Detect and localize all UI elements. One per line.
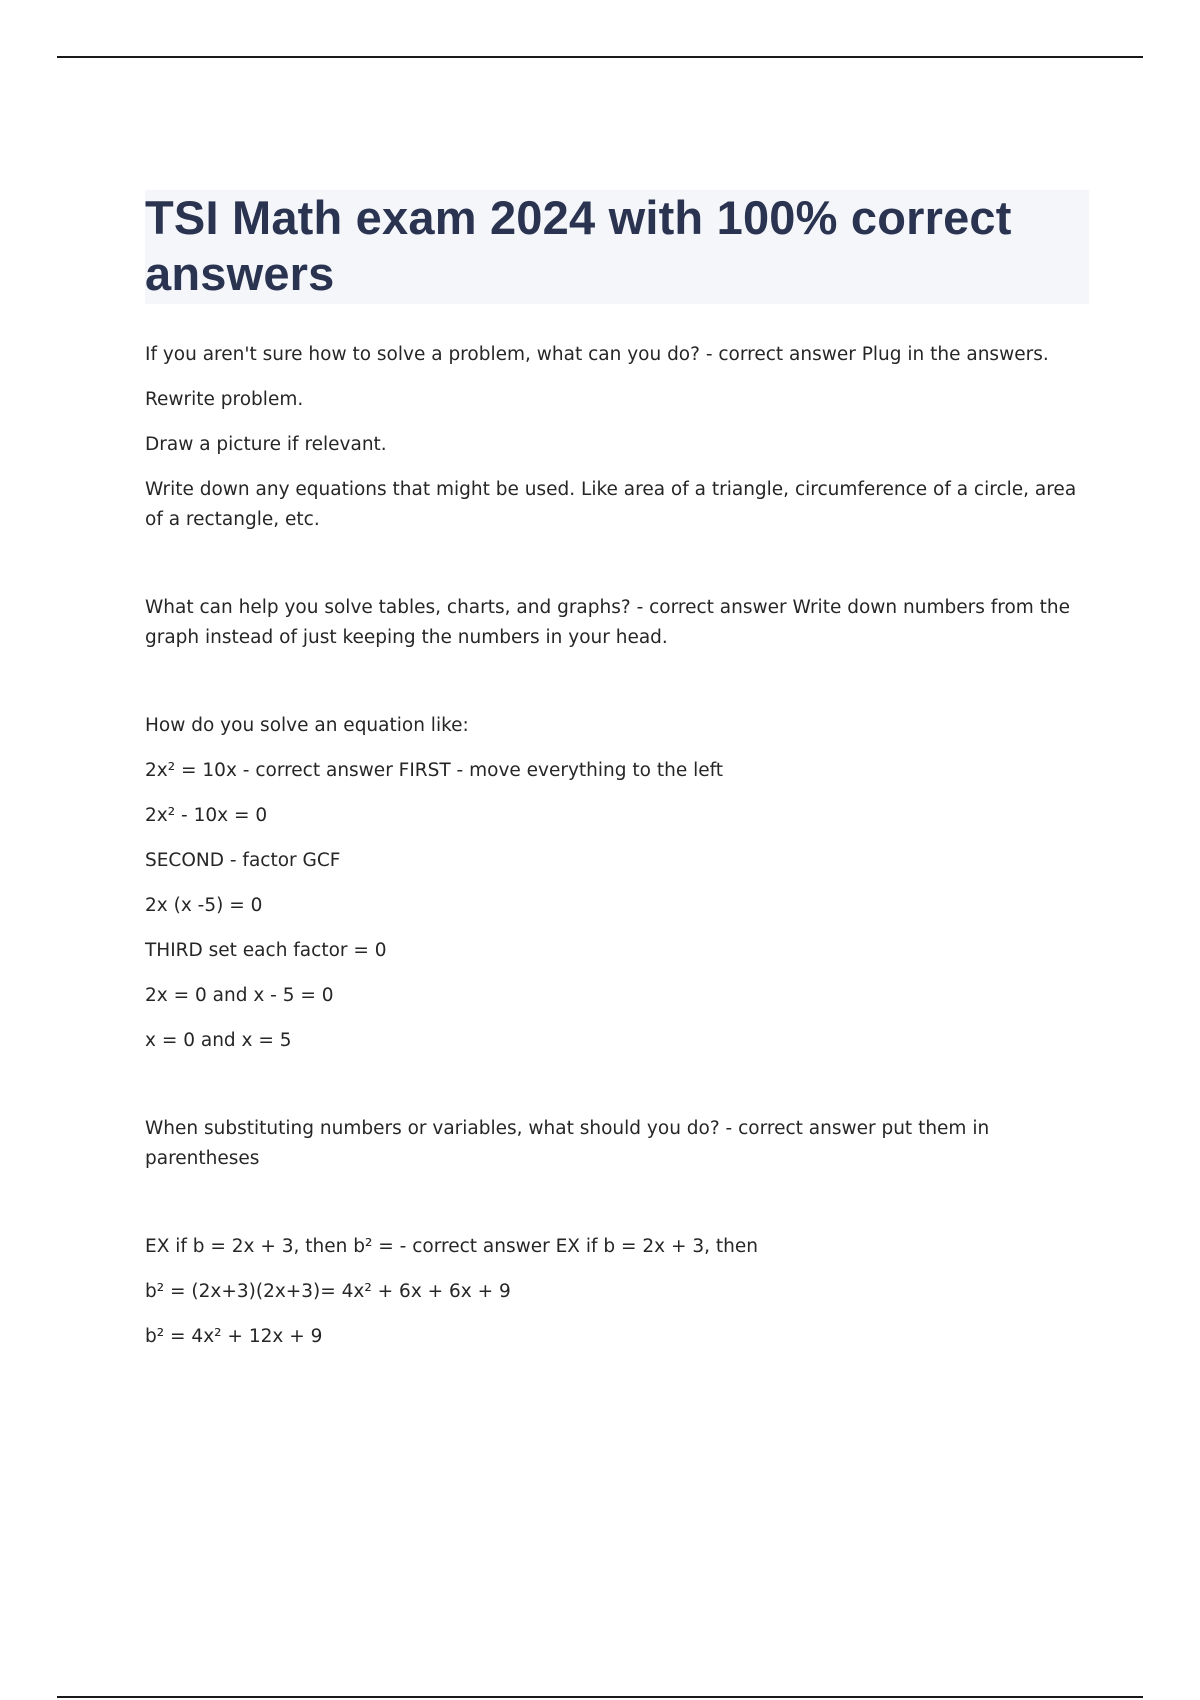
paragraph: EX if b = 2x + 3, then b² = - correct answer EX if b = 2x + 3, then (145, 1236, 758, 1257)
paragraph: b² = 4x² + 12x + 9 (145, 1326, 323, 1347)
paragraph: 2x (x -5) = 0 (145, 895, 263, 916)
paragraph: Draw a picture if relevant. (145, 434, 387, 455)
paragraph: SECOND - factor GCF (145, 850, 341, 871)
paragraph: What can help you solve tables, charts, and graphs? - correct answer Write down numbers from the graph instead of just keeping the numbers in your head. (145, 597, 1071, 648)
paragraph: 2x² = 10x - correct answer FIRST - move everything to the left (145, 760, 724, 781)
paragraph: How do you solve an equation like: (145, 715, 469, 736)
paragraph: 2x = 0 and x - 5 = 0 (145, 985, 334, 1006)
document-body (145, 340, 1095, 1352)
paragraph: THIRD set each factor = 0 (145, 940, 387, 961)
paragraph: 2x² - 10x = 0 (145, 805, 268, 826)
paragraph: Write down any equations that might be used. Like area of a triangle, circumference of a circle, area of a rectangle, etc. (145, 479, 1077, 530)
paragraph: x = 0 and x = 5 (145, 1030, 292, 1051)
paragraph: Rewrite problem. (145, 389, 304, 410)
paragraph: When substituting numbers or variables, what should you do? - correct answer put them in parentheses (145, 1118, 990, 1169)
top-divider (57, 56, 1143, 58)
document-title: TSI Math exam 2024 with 100% correct answers (145, 191, 1012, 300)
bottom-divider (57, 1696, 1143, 1698)
paragraph: If you aren't sure how to solve a problem, what can you do? - correct answer Plug in the answers. (145, 344, 1049, 365)
title-block (145, 190, 1089, 304)
paragraph: b² = (2x+3)(2x+3)= 4x² + 6x + 6x + 9 (145, 1281, 511, 1302)
